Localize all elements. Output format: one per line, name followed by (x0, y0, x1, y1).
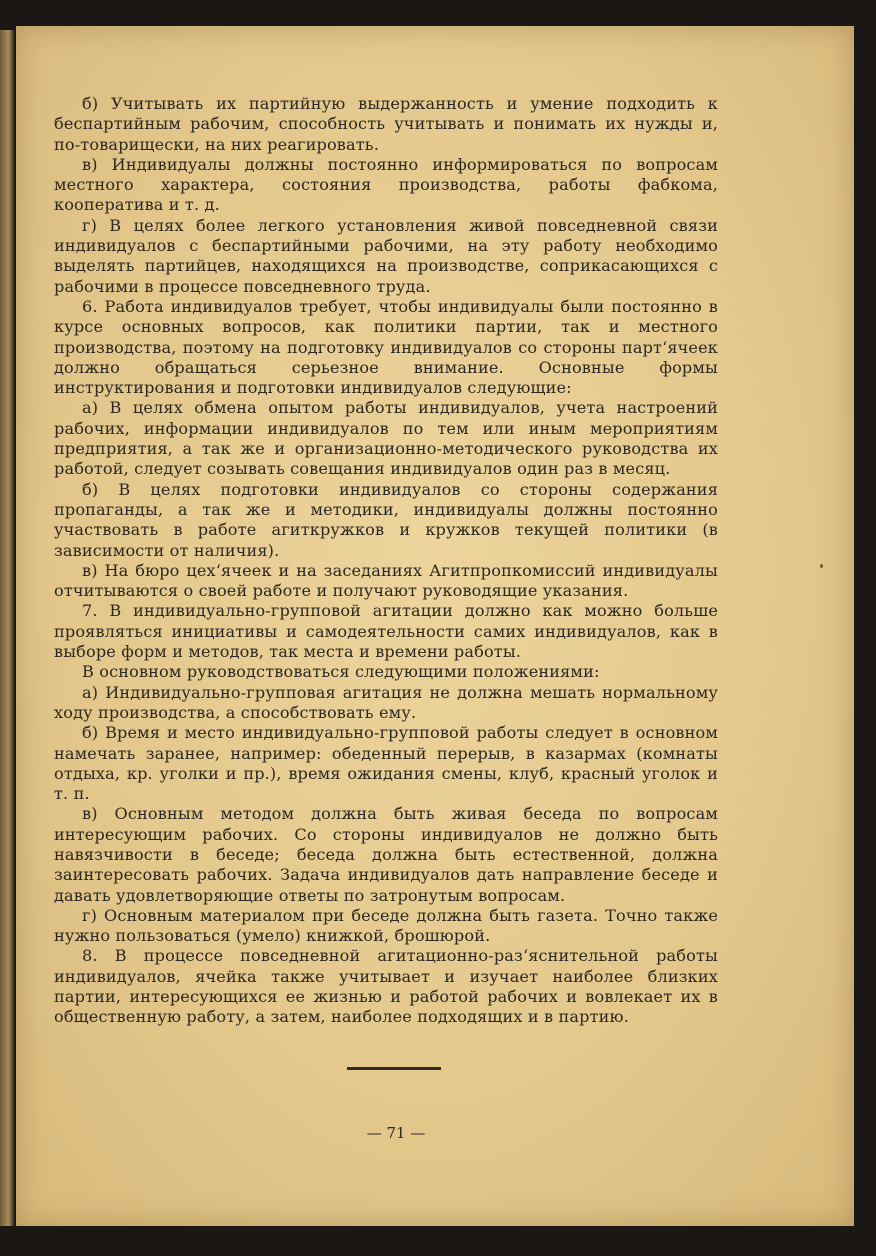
paragraph: В основном руководствоваться следующими положениями: (82, 662, 600, 682)
body-text (54, 94, 718, 1028)
paragraph: а) Индивидуально-групповая агитация не должна мешать нормальному ходу производства, а способствовать ему. (54, 682, 718, 722)
section-divider (347, 1067, 441, 1070)
book-spine-edge (0, 30, 14, 1226)
paragraph: в) Индивидуалы должны постоянно информироваться по вопросам местного характера, состояния производства, работы фабкома, кооператива и т. д. (54, 154, 718, 215)
paragraph: а) В целях обмена опытом работы индивидуалов, учета настроений рабочих, информации индивидуалов по тем или иным мероприятиям предприятия, а так же и организационно-методического руководства их работой, следует созывать совещания индивидуалов один раз в месяц. (54, 398, 718, 479)
paragraph: б) В целях подготовки индивидуалов со стороны содержания пропаганды, а так же и методики, индивидуалы должны постоянно участвовать в работе агиткружков и кружков текущей политики (в зависимости от наличия). (54, 479, 718, 560)
paragraph: в) Основным методом должна быть живая беседа по вопросам интересующим рабочих. Со стороны индивидуалов не должно быть навязчивости в беседе; беседа должна быть естественной, должна заинтересовать рабочих. Задача индивидуалов дать направление беседе и давать удовлетворяющие ответы по затронутым вопросам. (54, 804, 718, 905)
paragraph: в) На бюро цех‘ячеек и на заседаниях Агитпропкомиссий индивидуалы отчитываются о своей работе и получают руководящие указания. (54, 560, 718, 601)
paragraph: б) Учитывать их партийную выдержанность и умение подходить к беспартийным рабочим, способность учитывать и понимать их нужды и, по-товарищески, на них реагировать. (54, 94, 718, 154)
paragraph: г) Основным материалом при беседе должна быть газета. Точно также нужно пользоваться (умело) книжкой, брошюрой. (54, 905, 718, 946)
paragraph: 6. Работа индивидуалов требует, чтобы индивидуалы были постоянно в курсе основных вопросов, как политики партии, так и местного производства, поэтому на подготовку индивидуалов со стороны парт‘ячеек должно обращаться серьезное внимание. Основные формы инструктирования и подготовки индивидуалов следующие: (54, 296, 718, 398)
paper-speck (820, 564, 823, 568)
paragraph: б) Время и место индивидуально-групповой работы следует в основном намечать заранее, например: обеденный перерыв, в казармах (комнаты отдыха, кр. уголки и пр.), время ожидания смены, клуб, красный уголок и т. п. (54, 723, 718, 804)
paragraph: 8. В процессе повседневной агитационно-раз‘яснительной работы индивидуалов, ячейка также учитывает и изучает наиболее близких партии, интересующихся ее жизнью и работой рабочих и вовлекает их в общественную работу, а затем, наиболее подходящих и в партию. (54, 946, 718, 1027)
paragraph: г) В целях более легкого установления живой повседневной связи индивидуалов с беспартийными рабочими, на эту работу необходимо выделять партийцев, находящихся на производстве, соприкасающихся с рабочими в процессе повседневного труда. (54, 215, 718, 296)
page-number: — 71 — (366, 1124, 426, 1142)
paragraph: 7. В индивидуально-групповой агитации должно как можно больше проявляться инициативы и самодеятельности самих индивидуалов, как в выборе форм и методов, так места и времени работы. (54, 601, 718, 662)
paper-sheet (16, 26, 854, 1226)
